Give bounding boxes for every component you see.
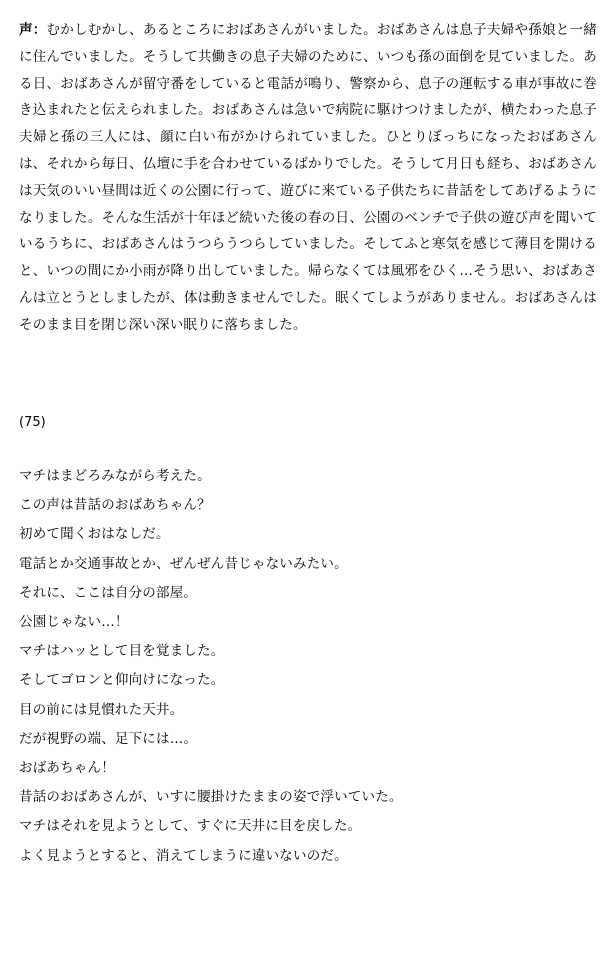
dialogue-line: マチはそれを見ようとして、すぐに天井に目を戻した。 xyxy=(19,818,362,835)
dialogue-lines xyxy=(19,462,597,871)
dialogue-line: 公園じゃない…！ xyxy=(19,614,129,631)
dialogue-line: マチはハッとして目を覚ました。 xyxy=(19,643,225,660)
dialogue-line: だが視野の端、足下には…。 xyxy=(19,730,198,747)
speaker-label: 声： xyxy=(19,22,47,38)
story-paragraph xyxy=(19,17,597,339)
dialogue-line: この声は昔話のおばあちゃん？ xyxy=(19,497,211,514)
dialogue-line: おばあちゃん！ xyxy=(19,760,115,777)
page-number: (75) xyxy=(19,415,46,430)
dialogue-line: 目の前には見慣れた天井。 xyxy=(19,701,184,718)
dialogue-line: マチはまどろみながら考えた。 xyxy=(19,468,211,484)
dialogue-line: 昔話のおばあさんが、いすに腰掛けたままの姿で浮いていた。 xyxy=(19,789,403,806)
dialogue-line: 電話とか交通事故とか、ぜんぜん昔じゃないみたい。 xyxy=(19,555,348,572)
story-text: むかしむかし、あるところにおばあさんがいました。おばあさんは息子夫婦や孫娘と一緒に住んでいました。そうして共働きの息子夫婦のために、いつも孫の面倒を見ていました。ある日、おばあさんが留守番をしていると電話が鳴り、警察から、息子の運転する車が事故に巻き込まれたと伝えられました。おばあさんは急いで病院に駆けつけましたが、横たわった息子夫婦と孫の三人には、顔に白い布がかけられていました。ひとりぼっちになったおばあさんは、それから毎日、仏壇に手を合わせているばかりでした。そうして月日も経ち、おばあさんは天気のいい昼間は近くの公園に行って、遊びに来ている子供たちに昔話をしてあげるようになりました。そんな生活が十年ほど続いた後の春の日、公園のベンチで子供の遊び声を聞いているうちに、おばあさんはうつらうつらしていました。そしてふと寒気を感じて薄目を開けると、いつの間にか小雨が降り出していました。帰らなくては風邪をひく…そう思い、おばあさんは立とうとしましたが、体は動きませんでした。眠くてしようがありません。おばあさんはそのまま目を閉じ深い深い眠りに落ちました。 xyxy=(19,22,597,333)
dialogue-line: よく見ようとすると、消えてしまうに違いないのだ。 xyxy=(19,847,348,864)
dialogue-line: それに、ここは自分の部屋。 xyxy=(19,584,198,601)
dialogue-line: そしてゴロンと仰向けになった。 xyxy=(19,672,225,689)
dialogue-line: 初めて聞くおはなしだ。 xyxy=(19,526,170,543)
